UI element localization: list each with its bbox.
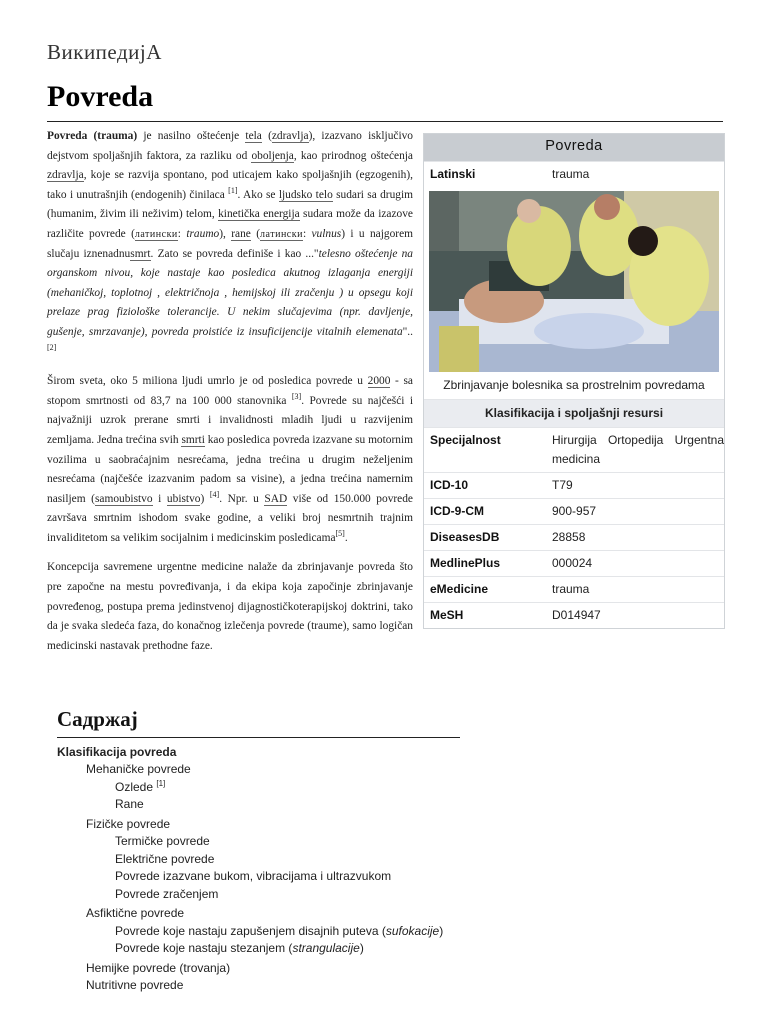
toc-item[interactable]: Klasifikacija povreda <box>57 745 177 759</box>
link-latinski[interactable]: латински <box>134 228 178 240</box>
text: sudara može da izazove različite povrede ( <box>47 208 413 240</box>
text: . <box>344 531 348 544</box>
infobox <box>423 133 725 629</box>
link-zdravlja[interactable]: zdravlja <box>47 169 84 182</box>
infobox-key: Specijalnost <box>430 433 501 448</box>
infobox-caption: Zbrinjavanje bolesnika sa prostrelnim povredama <box>443 377 705 392</box>
definition-quote: telesno oštećenje na organskom nivou, koje nastaje kao posledica akutnog izlaganja energiji (mehaničkoj, toplotnoj , električnoja , hemijskoj ili zračenju ) u opsegu koji prelaze prag fiziološke tolerancije. U nekim slučajevima (npr. davljenje, gušenje, smrzavanje), povreda proistiće iz insuficijencije vitalnih elemenata <box>47 247 413 338</box>
infobox-row-diseasesdb <box>424 524 724 550</box>
text: . Zato se povreda definiše i kao ..." <box>150 247 319 260</box>
text: ), <box>219 227 232 240</box>
toc-item-label: Ozlede <box>115 779 157 794</box>
site-wordmark[interactable]: ВикипедијА <box>47 40 162 64</box>
latin-term: vulnus <box>311 227 342 240</box>
text: ) i u najgorem slučaju iznenadnu <box>47 227 413 260</box>
reference-link[interactable]: [1] <box>156 778 166 788</box>
text: i <box>152 492 167 505</box>
link-sad[interactable]: SAD <box>264 492 288 505</box>
link-latinski[interactable]: латински <box>260 228 303 240</box>
text: ), izazvano isključivo dejstvom spoljašnjih faktora, za razliku od <box>47 130 413 162</box>
infobox-value-link[interactable]: Hirurgija Ortopedija Urgentna medicina <box>552 433 724 467</box>
infobox-section-title: Klasifikacija i spoljašnji resursi <box>424 399 724 428</box>
link-smrti[interactable]: smrti <box>181 433 205 446</box>
toc-item[interactable]: Električne povrede <box>115 851 215 866</box>
link-oboljenja[interactable]: oboljenja <box>251 149 294 162</box>
latin-term: traumo <box>186 227 220 240</box>
infobox-value-link[interactable]: T79 <box>552 478 573 493</box>
toc-item-term: strangulacije <box>292 941 360 955</box>
toc-item[interactable]: Povrede izazvane bukom, vibracijama i ultrazvukom <box>115 869 392 883</box>
infobox-row-emedicine <box>424 576 724 602</box>
infobox-title: Povreda <box>424 134 724 161</box>
text: ".. <box>402 325 413 338</box>
page-title: Povreda <box>47 80 154 113</box>
toc-item[interactable]: Asfiktične povrede <box>86 906 185 920</box>
infobox-row-medlineplus <box>424 550 724 576</box>
toc-item-label: ) <box>439 923 444 938</box>
article-body <box>47 127 723 666</box>
text: , kao prirodnog oštećenja <box>293 149 413 162</box>
infobox-key: MedlinePlus <box>430 556 501 571</box>
toc-item-label: ) <box>359 941 364 955</box>
reference-link[interactable]: [3] <box>291 391 302 401</box>
toc-item[interactable]: Nutritivne povrede <box>86 978 184 992</box>
text: . Povrede su najčešći i najvažniji uzrok prerane smrti i invalidnosti mladih ljudi u razvijenim zemljama. Jedna trećina svih <box>47 394 413 446</box>
infobox-row-icd9 <box>424 498 724 524</box>
text: - sa stopom smrtnosti od 83,7 na 100 000 stanovnika <box>47 375 413 407</box>
infobox-value-link[interactable]: 900-957 <box>552 504 597 519</box>
text: je nasilno oštećenje <box>137 130 246 142</box>
toc-item[interactable] <box>57 779 557 797</box>
infobox-key: Latinski <box>430 166 476 181</box>
toc-item[interactable]: Rane <box>115 797 144 811</box>
text: : <box>177 227 187 240</box>
infobox-value: trauma <box>552 166 590 181</box>
text: Širom sveta, oko 5 miliona ljudi umrlo je od posledica povrede u <box>47 375 368 388</box>
text: . Npr. u <box>219 492 265 505</box>
text: više od 150.000 povrede završava smrtnim ishodom svake godine, a veliki broj nesmrtnih trajnim invaliditetom sa velikim socijalnim i medicinskim posledicama <box>47 492 413 544</box>
toc-item[interactable]: Fizičke povrede <box>86 816 171 831</box>
infobox-value-link[interactable]: 000024 <box>552 556 593 571</box>
toc-item[interactable]: Termičke povrede <box>115 834 210 848</box>
link-samoubistvo[interactable]: samoubistvo <box>94 492 153 505</box>
link-tela[interactable]: tela <box>245 130 262 142</box>
title-divider <box>47 121 723 122</box>
text: ( <box>261 130 272 142</box>
link-ubistvo[interactable]: ubistvo <box>166 492 201 505</box>
toc-item[interactable]: Povrede zračenjem <box>115 886 219 901</box>
text: : <box>302 227 312 240</box>
text: ) <box>200 492 210 505</box>
text: kao posledica povreda izazvane su motornim vozilima u saobraćajnim nesrećama, jedna trećina u drugim neželjenim nesrećama (najčešće izazvanim padom sa visine), a jedna trećina namernim nasiljem ( <box>47 433 414 505</box>
reference-link[interactable]: [4] <box>209 489 220 499</box>
infobox-row-specialty <box>424 427 724 472</box>
text: sudari sa drugim (humanim, živim ili neživim) telom, <box>47 188 414 221</box>
trauma-care-photo <box>429 191 719 372</box>
text: . Ako se <box>237 188 279 201</box>
text: ( <box>250 227 261 240</box>
text: , koje se razvija spontano, pod uticajem kako spoljašnjih (egzogenih), tako i unutrašnjih (endogenih) činilaca <box>47 169 413 201</box>
infobox-key: DiseasesDB <box>430 530 500 545</box>
toc-item[interactable] <box>57 940 557 958</box>
infobox-key: eMedicine <box>430 582 489 597</box>
reference-link[interactable]: [1] <box>228 185 238 195</box>
table-of-contents <box>57 744 557 995</box>
infobox-key: MeSH <box>430 608 464 623</box>
reference-link[interactable]: [2] <box>47 342 57 352</box>
lead-term: Povreda (trauma) <box>47 130 138 142</box>
toc-item-label: Povrede koje nastaju zapušenjem disajnih puteva ( <box>115 923 386 938</box>
reference-link[interactable]: [5] <box>335 529 345 539</box>
link-rane[interactable]: rane <box>231 227 251 240</box>
link-smrt[interactable]: smrt <box>130 247 151 260</box>
infobox-value-link[interactable]: 28858 <box>552 530 586 545</box>
infobox-key: ICD-10 <box>430 478 469 493</box>
infobox-row-latin <box>424 161 724 187</box>
infobox-value-link[interactable]: trauma <box>552 582 590 597</box>
link-2000[interactable]: 2000 <box>367 375 391 388</box>
toc-item[interactable] <box>57 923 557 941</box>
infobox-row-mesh <box>424 602 724 628</box>
toc-item[interactable]: Hemijke povrede (trovanja) <box>86 960 231 975</box>
infobox-value-link[interactable]: D014947 <box>552 608 601 623</box>
paragraph-concept: Koncepcija savremene urgentne medicine nalaže da zbrinjavanje povreda što pre započne na mestu povređivanja, i da ekipa koja započinje zbrinjavanje povređenog, postupa prema jedinstvenoj dijagnostičkoterapijskoj doktrini, tako da je svaka sledeća faza, do konačnog izlečenja povrede (traume), samo logičan medicinski nastavak prethodne faze. <box>47 561 413 652</box>
link-ljudsko-telo[interactable]: ljudsko telo <box>278 188 333 201</box>
toc-item-term: sufokacije <box>385 923 440 938</box>
link-zdravlja[interactable]: zdravlja <box>271 130 309 142</box>
toc-divider <box>57 737 460 738</box>
toc-item-label: Povrede koje nastaju stezanjem ( <box>115 941 293 955</box>
toc-item[interactable]: Mehaničke povrede <box>86 762 191 776</box>
infobox-row-icd10 <box>424 472 724 498</box>
link-kineticka-energija[interactable]: kinetička energija <box>218 208 300 221</box>
infobox-key: ICD-9-CM <box>430 504 484 519</box>
toc-title: Садржај <box>57 707 138 731</box>
infobox-photo[interactable] <box>429 191 719 372</box>
